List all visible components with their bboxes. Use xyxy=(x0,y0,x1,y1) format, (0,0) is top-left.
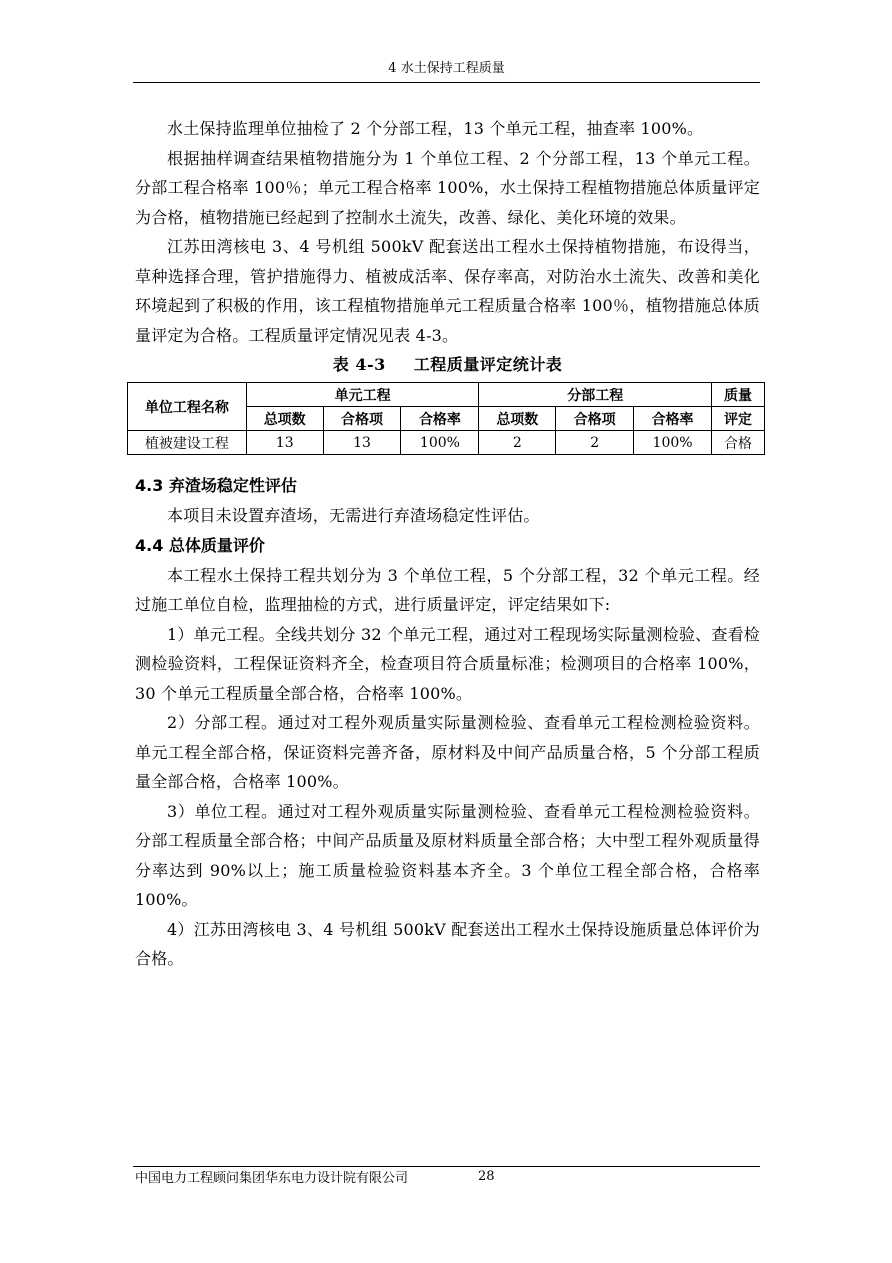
table-row xyxy=(128,431,765,455)
table-caption-number: 表 4-3 xyxy=(332,355,386,374)
footer-organization: 中国电力工程顾问集团华东电力设计院有限公司 xyxy=(135,1171,409,1186)
section-heading-4-3: 4.3 弃渣场稳定性评估 xyxy=(135,476,297,495)
table-caption-title: 工程质量评定统计表 xyxy=(413,355,563,374)
paragraph-unit-project: 3）单位工程。通过对工程外观质量实际量测检验、查看单元工程检测检验资料。分部工程质量全部合格；中间产品质量及原材料质量全部合格；大中型工程外观质量得分率达到 90%以上；施工质量检验资料基本齐全。3 个单位工程全部合格，合格率 100%。 xyxy=(135,801,760,909)
paragraph-sampling: 水土保持监理单位抽检了 2 个分部工程，13 个单元工程，抽查率 100%。 xyxy=(167,119,704,138)
paragraph-plant-measures: 根据抽样调查结果植物措施分为 1 个单位工程、2 个分部工程，13 个单元工程。分部工程合格率 100％；单元工程合格率 100%，水土保持工程植物措施总体质量评定为合格，植物措施已经起到了控制水土流失，改善、绿化、美化环境的效果。 xyxy=(135,148,760,227)
page-number: 28 xyxy=(478,1169,495,1184)
subheader-cell: 合格率 xyxy=(401,407,479,431)
header-unit-name: 单位工程名称 xyxy=(128,383,247,431)
paragraph-overall-division: 本工程水土保持工程共划分为 3 个单位工程，5 个分部工程，32 个单元工程。经过施工单位自检，监理抽检的方式，进行质量评定，评定结果如下: xyxy=(135,565,760,614)
row-value-cell: 100% xyxy=(634,431,712,455)
table-caption xyxy=(135,352,760,378)
subheader-cell: 合格项 xyxy=(556,407,634,431)
footer-rule xyxy=(133,1166,760,1167)
quality-stats-table xyxy=(127,382,765,455)
row-value-cell: 2 xyxy=(479,431,556,455)
header-rule xyxy=(133,82,760,83)
table-header-row xyxy=(128,383,765,407)
paragraph-unit-element: 1）单元工程。全线共划分 32 个单元工程，通过对工程现场实际量测检验、查看检测检验资料，工程保证资料齐全，检查项目符合质量标准；检测项目的合格率 100%，30 个单元工程质量全部合格，合格率 100%。 xyxy=(135,624,760,703)
row-quality-cell: 合格 xyxy=(712,431,765,455)
header-quality-line2: 评定 xyxy=(712,407,765,431)
subheader-cell: 合格率 xyxy=(634,407,712,431)
section-heading-4-4: 4.4 总体质量评价 xyxy=(135,535,265,555)
row-value-cell: 2 xyxy=(556,431,634,455)
row-name-cell: 植被建设工程 xyxy=(128,431,247,455)
subheader-cell: 总项数 xyxy=(479,407,556,431)
header-group-sub: 分部工程 xyxy=(479,383,712,407)
header-group-unit: 单元工程 xyxy=(246,383,479,407)
row-value-cell: 13 xyxy=(246,431,323,455)
page-body xyxy=(135,114,760,974)
running-header: 4 水土保持工程质量 xyxy=(388,61,505,76)
subheader-cell: 总项数 xyxy=(246,407,323,431)
subheader-cell: 合格项 xyxy=(323,407,401,431)
paragraph-spoil-site: 本项目未设置弃渣场，无需进行弃渣场稳定性评估。 xyxy=(167,506,540,525)
paragraph-sub-project: 2）分部工程。通过对工程外观质量实际量测检验、查看单元工程检测检验资料。单元工程全部合格，保证资料完善齐备，原材料及中间产品质量合格，5 个分部工程质量全部合格，合格率 100%。 xyxy=(135,713,760,791)
paragraph-overall-evaluation: 4）江苏田湾核电 3、4 号机组 500kV 配套送出工程水土保持设施质量总体评价为合格。 xyxy=(135,919,760,968)
header-quality-line1: 质量 xyxy=(712,383,765,407)
paragraph-project-summary: 江苏田湾核电 3、4 号机组 500kV 配套送出工程水土保持植物措施，布设得当，草种选择合理，管护措施得力、植被成活率、保存率高，对防治水土流失、改善和美化环境起到了积极的作用，该工程植物措施单元工程质量合格率 100％，植物措施总体质量评定为合格。工程质量评定情况见表 4-3。 xyxy=(135,237,760,345)
row-value-cell: 100% xyxy=(401,431,479,455)
row-value-cell: 13 xyxy=(323,431,401,455)
